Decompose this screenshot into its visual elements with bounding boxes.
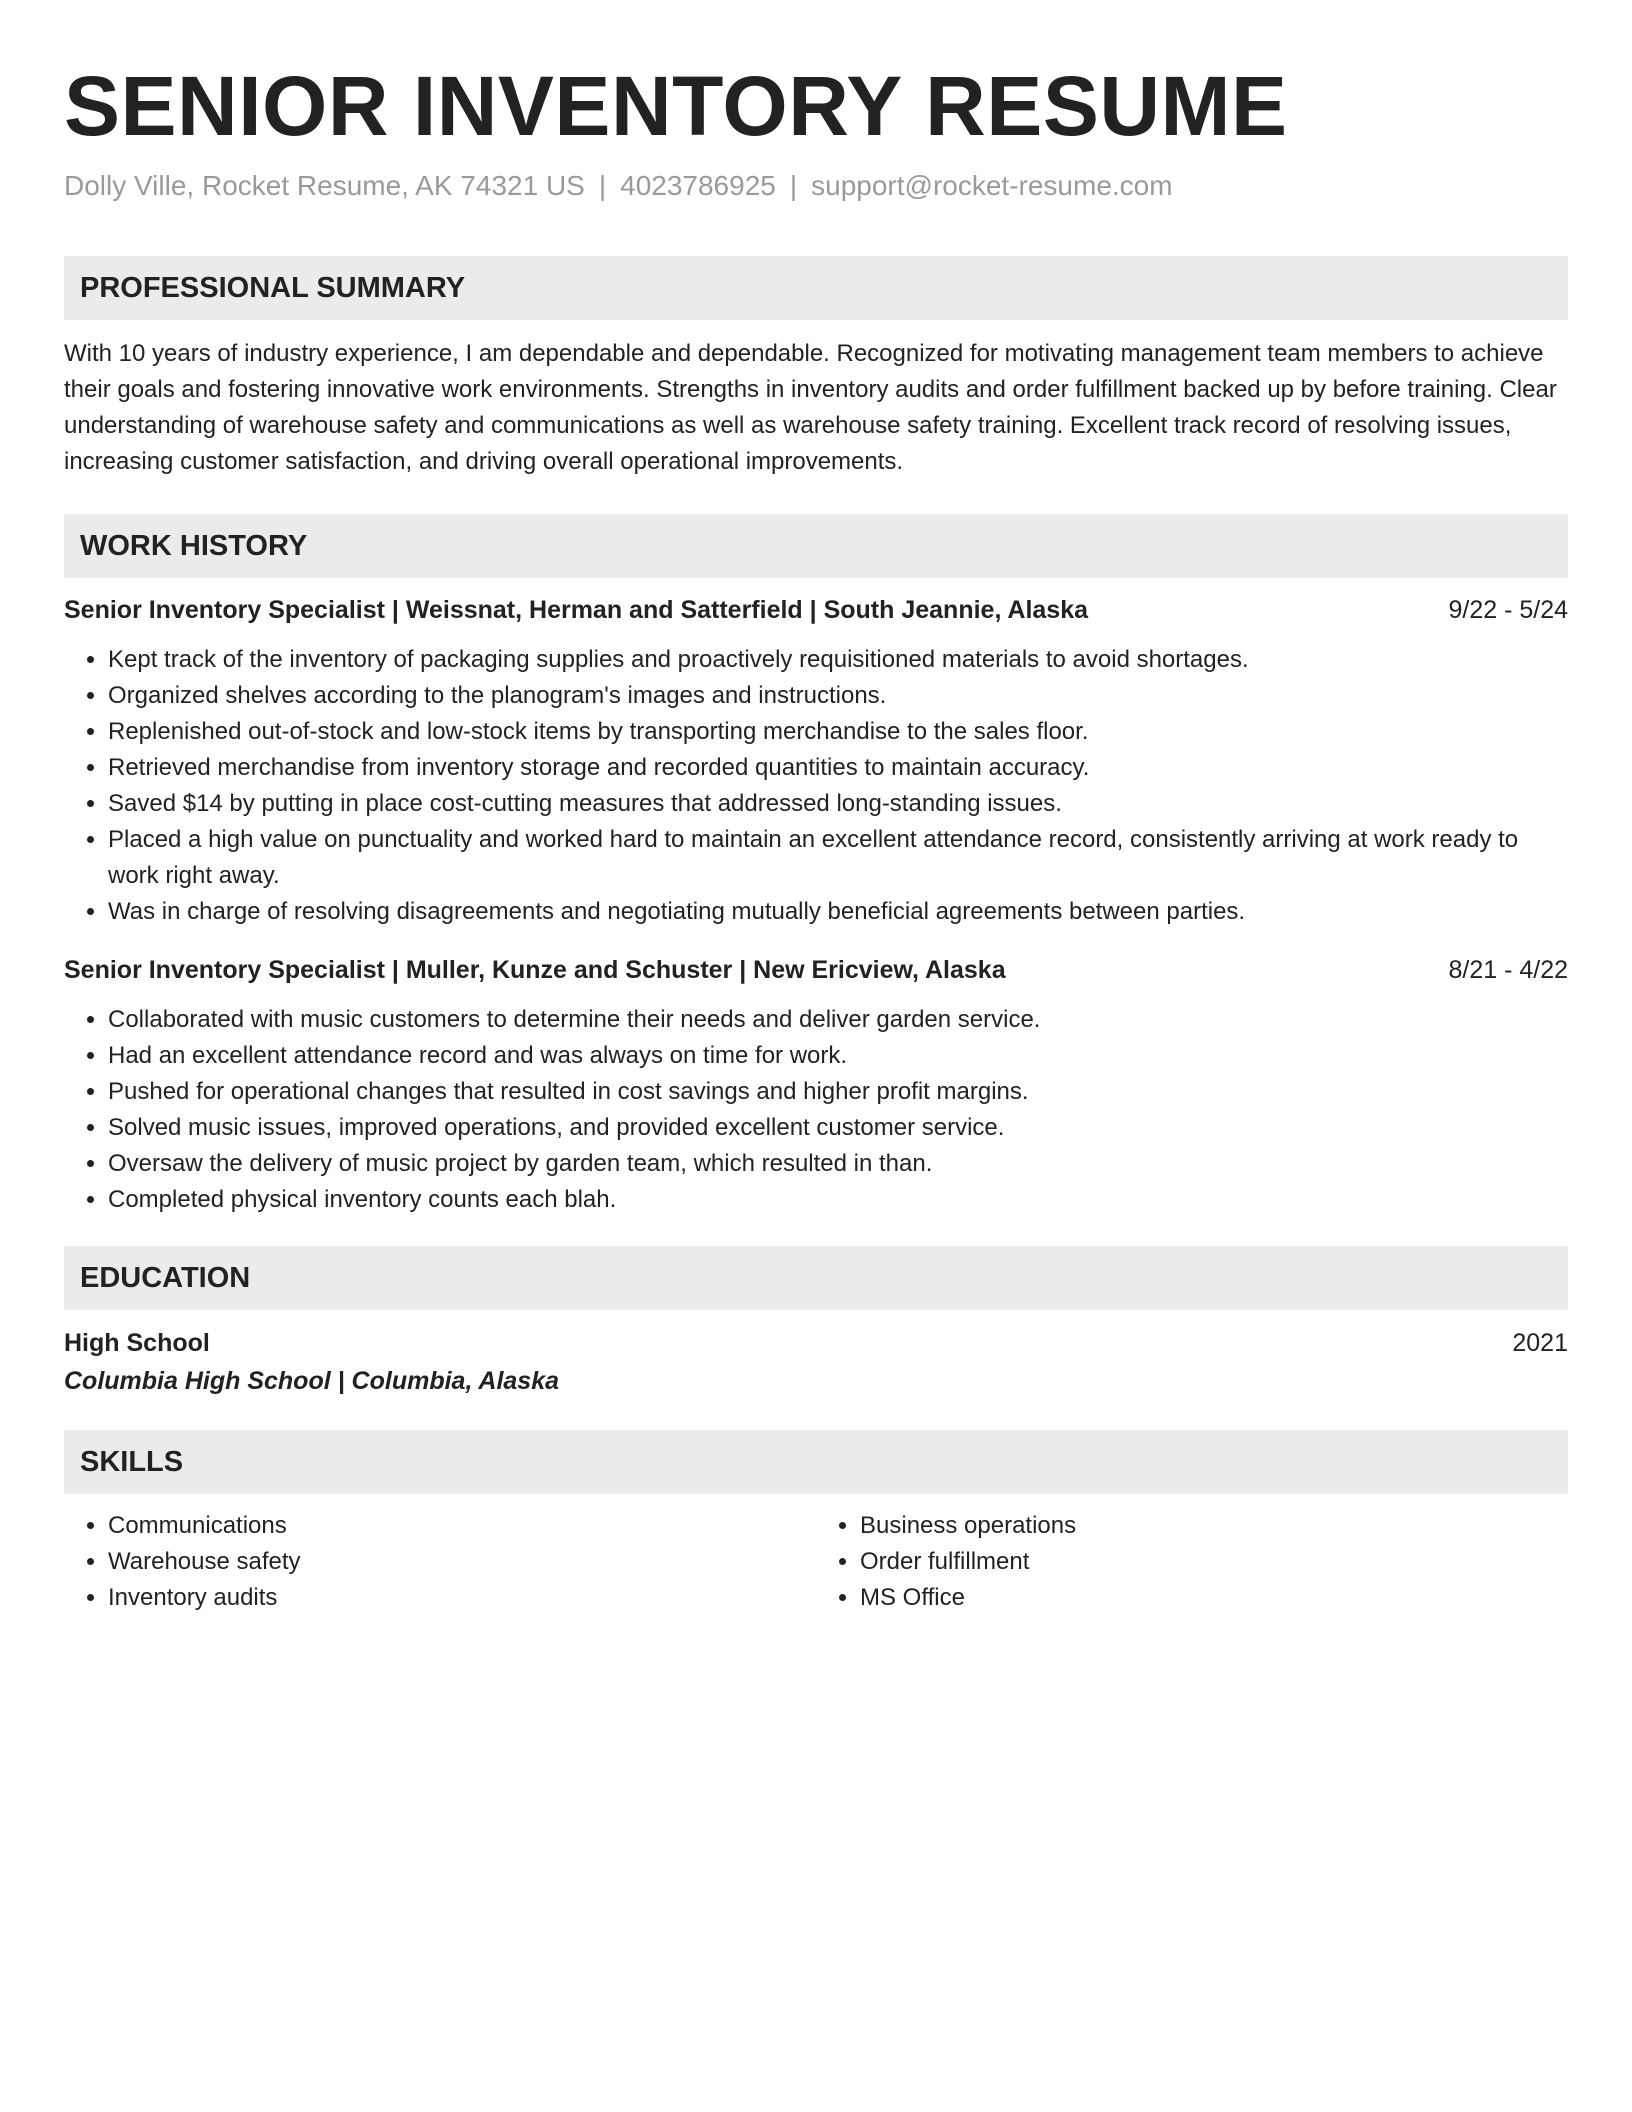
skill-item: • Warehouse safety — [108, 1544, 816, 1580]
job-header — [64, 592, 1568, 628]
section-header-skills: SKILLS — [64, 1430, 1568, 1494]
list-item: • Was in charge of resolving disagreements and negotiating mutually beneficial agreements between parties. — [108, 894, 1568, 930]
contact-address: Dolly Ville, Rocket Resume, AK 74321 US — [64, 170, 585, 201]
section-header-work-history: WORK HISTORY — [64, 514, 1568, 578]
contact-phone: 4023786925 — [620, 170, 776, 201]
skill-item: • Communications — [108, 1508, 816, 1544]
section-header-summary: PROFESSIONAL SUMMARY — [64, 256, 1568, 320]
list-item: • Solved music issues, improved operations, and provided excellent customer service. — [108, 1110, 1568, 1146]
education-school: Columbia High School | Columbia, Alaska — [64, 1367, 560, 1395]
job-header — [64, 952, 1568, 988]
list-item: • Had an excellent attendance record and was always on time for work. — [108, 1038, 1568, 1074]
list-item: • Collaborated with music customers to determine their needs and deliver garden service. — [108, 1002, 1568, 1038]
skill-item: • Business operations — [860, 1508, 1568, 1544]
contact-line — [64, 168, 1568, 204]
list-item: • Pushed for operational changes that resulted in cost savings and higher profit margins. — [108, 1074, 1568, 1110]
list-item: • Placed a high value on punctuality and worked hard to maintain an excellent attendance record, consistently arriving at work ready to work right away. — [108, 822, 1568, 894]
list-item: • Replenished out-of-stock and low-stock items by transporting merchandise to the sales floor. — [108, 714, 1568, 750]
list-item: • Oversaw the delivery of music project by garden team, which resulted in than. — [108, 1146, 1568, 1182]
job-dates: 9/22 - 5/24 — [1448, 596, 1568, 624]
job-bullets — [64, 1002, 1568, 1218]
contact-email: support@rocket-resume.com — [811, 170, 1173, 201]
job-title: Senior Inventory Specialist | Muller, Kunze and Schuster | New Ericview, Alaska — [64, 956, 1006, 984]
list-item: • Kept track of the inventory of packaging supplies and proactively requisitioned materials to avoid shortages. — [108, 642, 1568, 678]
list-item: • Organized shelves according to the planogram's images and instructions. — [108, 678, 1568, 714]
skills-list — [64, 1508, 1568, 1616]
education-year: 2021 — [1512, 1329, 1568, 1357]
contact-separator: | — [598, 170, 607, 201]
skills-column-right — [816, 1508, 1568, 1616]
list-item: • Completed physical inventory counts each blah. — [108, 1182, 1568, 1218]
contact-separator: | — [789, 170, 798, 201]
section-header-education: EDUCATION — [64, 1246, 1568, 1310]
education-entry — [64, 1324, 1568, 1400]
job-dates: 8/21 - 4/22 — [1448, 956, 1568, 984]
list-item: • Saved $14 by putting in place cost-cutting measures that addressed long-standing issues. — [108, 786, 1568, 822]
skill-item: • Order fulfillment — [860, 1544, 1568, 1580]
skill-item: • MS Office — [860, 1580, 1568, 1616]
job-bullets — [64, 642, 1568, 930]
education-header — [64, 1324, 1568, 1362]
skills-column-left — [64, 1508, 816, 1616]
skill-item: • Inventory audits — [108, 1580, 816, 1616]
education-degree: High School — [64, 1329, 210, 1357]
list-item: • Retrieved merchandise from inventory storage and recorded quantities to maintain accuracy. — [108, 750, 1568, 786]
summary-text: With 10 years of industry experience, I am dependable and dependable. Recognized for motivating management team members to achieve their goals and fostering innovative work environments. Strengths in inventory audits and order fulfillment backed up by before training. Clear understanding of warehouse safety and communications as well as warehouse safety training. Excellent track record of resolving issues, increasing customer satisfaction, and driving overall operational improvements. — [64, 340, 1557, 475]
job-title: Senior Inventory Specialist | Weissnat, Herman and Satterfield | South Jeannie, Alaska — [64, 596, 1089, 624]
resume-title: SENIOR INVENTORY RESUME — [64, 59, 1288, 153]
job-entry — [64, 952, 1568, 1218]
job-entry — [64, 592, 1568, 930]
